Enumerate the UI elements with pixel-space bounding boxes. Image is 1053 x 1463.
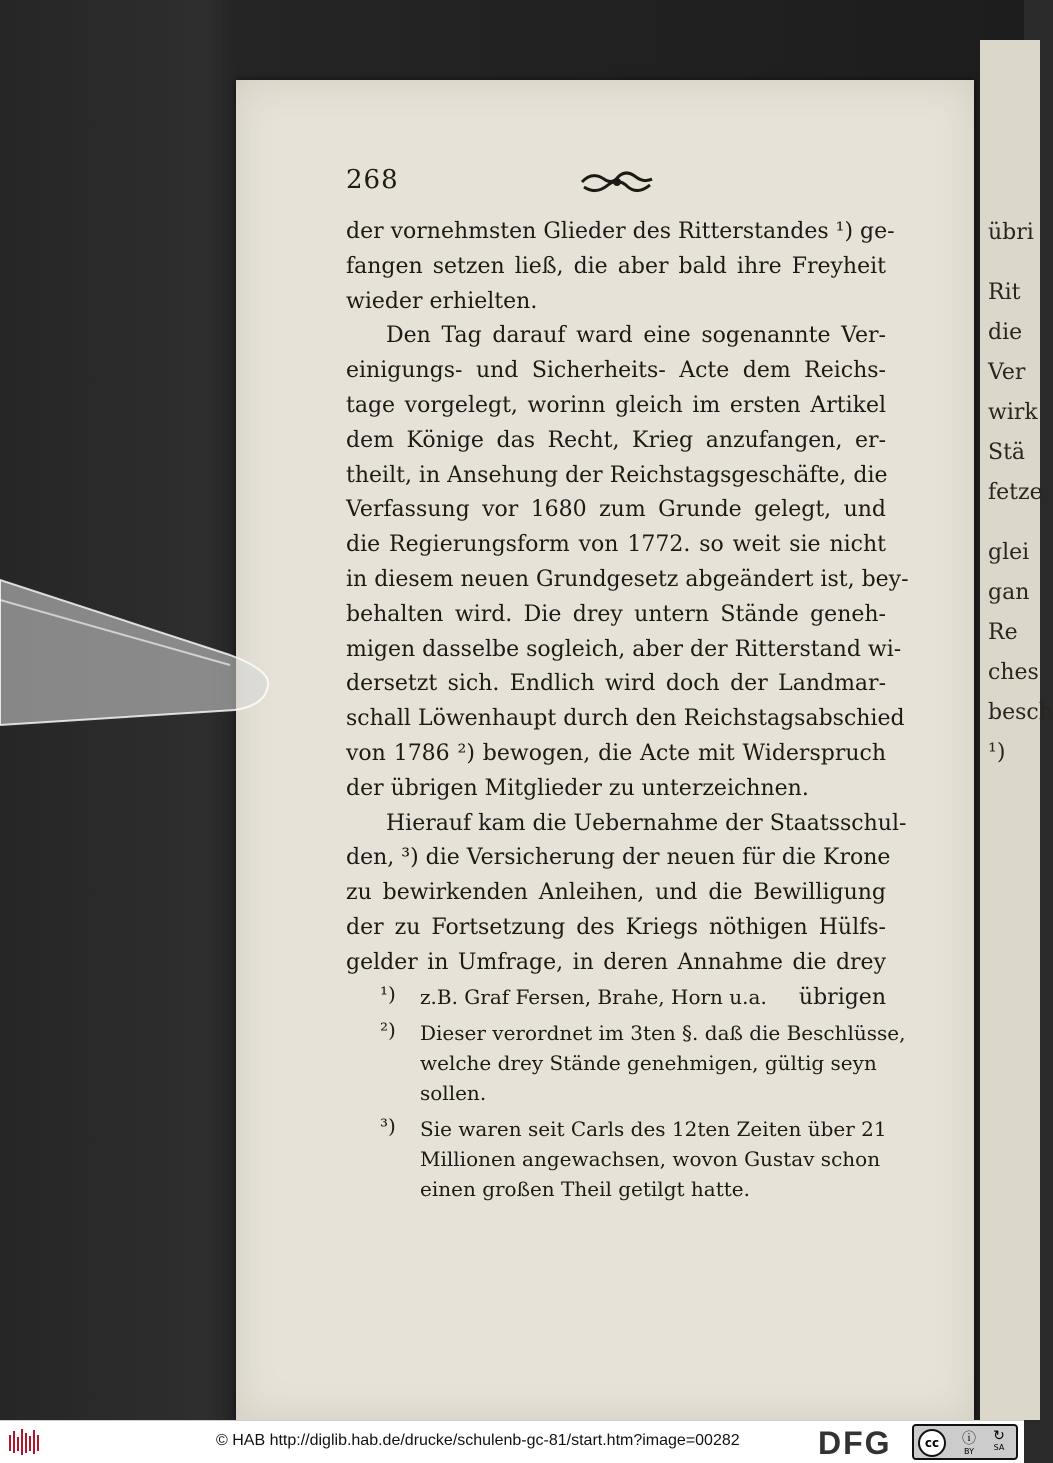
footnote [380,982,890,1012]
footnote-line: welche drey Stände genehmigen, gültig seyn [420,1051,877,1075]
adjacent-page-fragment: besch [988,700,1053,725]
text-line: theilt, in Ansehung der Reichstagsgeschäfte, die [346,462,888,488]
adjacent-page-fragment: übri [988,220,1034,245]
adjacent-page-fragment: wirk [988,400,1038,425]
footnote-line: z.B. Graf Fersen, Brahe, Horn u.a. [420,985,767,1009]
sa-label: SA [993,1443,1005,1452]
page-header [346,165,886,205]
text-line: Hierauf kam die Uebernahme der Staatsschul- [386,810,907,836]
body-text [346,215,909,1015]
adjacent-page-fragment: Ver [988,360,1026,385]
footnote-mark: ²) [380,1018,396,1042]
text-line: der zu Fortsetzung des Kriegs nöthigen Hülfs- [346,914,886,940]
text-line: übrigen [798,984,886,1010]
by-label: BY [964,1447,974,1456]
adjacent-page-edge [980,40,1053,1420]
text-line: fangen setzen ließ, die aber bald ihre Freyheit [346,253,886,279]
footnote-line: einen großen Theil getilgt hatte. [420,1177,750,1201]
footnote-line: Sie waren seit Carls des 12ten Zeiten über 21 [420,1117,887,1141]
footnote [380,1114,890,1204]
cc-license-badge[interactable] [912,1424,1018,1460]
text-line: von 1786 ²) bewogen, die Acte mit Widerspruch [346,740,886,766]
adjacent-page-fragment: ches [988,660,1039,685]
text-line: wieder erhielten. [346,288,538,314]
text-line: Den Tag darauf ward eine sogenannte Ver- [386,323,886,349]
text-line: in diesem neuen Grundgesetz abgeändert ist, bey- [346,566,909,592]
text-line: zu bewirkenden Anleihen, und die Bewilligung [346,880,886,906]
footnote [380,1018,906,1108]
adjacent-page-fragment: ¹) [988,740,1006,765]
footnote-line: Dieser verordnet im 3ten §. daß die Beschlüsse, [420,1021,906,1045]
text-line: schall Löwenhaupt durch den Reichstagsabschied [346,706,905,732]
footnote-mark: ¹) [380,982,396,1006]
adjacent-page-fragment: die [988,320,1023,345]
text-line: dersetzt sich. Endlich wird doch der Landmar- [346,671,886,697]
text-line: einigungs- und Sicherheits- Acte dem Reichs- [346,358,886,384]
page-number: 268 [346,165,399,195]
footnote-line: sollen. [420,1081,487,1105]
ornament-icon [578,167,656,197]
text-line: migen dasselbe sogleich, aber der Ritterstand wi- [346,636,902,662]
by-attribution-icon: ⓘ BY [954,1428,984,1458]
footnote-mark: ³) [380,1114,396,1138]
text-line: der übrigen Mitglieder zu unterzeichnen. [346,775,809,801]
hab-logo-icon[interactable] [8,1427,42,1457]
footnote-line: Millionen angewachsen, wovon Gustav schon [420,1147,881,1171]
text-line: tage vorgelegt, worinn gleich im ersten Artikel [346,392,886,418]
adjacent-page-fragment: fetze [988,480,1043,505]
adjacent-page-fragment: glei [988,540,1030,565]
text-line: behalten wird. Die drey untern Stände geneh- [346,601,886,627]
adjacent-page-fragment: Stä [988,440,1026,465]
adjacent-page-fragment: Re [988,620,1018,645]
adjacent-page-fragment: gan [988,580,1030,605]
text-line: den, ³) die Versicherung der neuen für die Krone [346,845,891,871]
footnotes [380,982,906,1210]
adjacent-page-fragment: Rit [988,280,1021,305]
text-line: dem Könige das Recht, Krieg anzufangen, er- [346,427,886,453]
text-line: die Regierungsform von 1772. so weit sie nicht [346,532,886,558]
viewer-footer-bar [0,1420,1024,1463]
text-line: der vornehmsten Glieder des Ritterstandes ¹) ge- [346,219,895,244]
text-line: Verfassung vor 1680 zum Grunde gelegt, und [346,497,886,523]
share-alike-icon: ↻ SA [984,1428,1014,1458]
cc-icon: cc [918,1429,946,1457]
dfg-logo[interactable]: DFG [818,1425,892,1461]
text-line: gelder in Umfrage, in deren Annahme die drey [346,949,886,975]
copyright-credit-link[interactable]: © HAB http://diglib.hab.de/drucke/schulenb-gc-81/start.htm?image=00282 [216,1432,740,1449]
